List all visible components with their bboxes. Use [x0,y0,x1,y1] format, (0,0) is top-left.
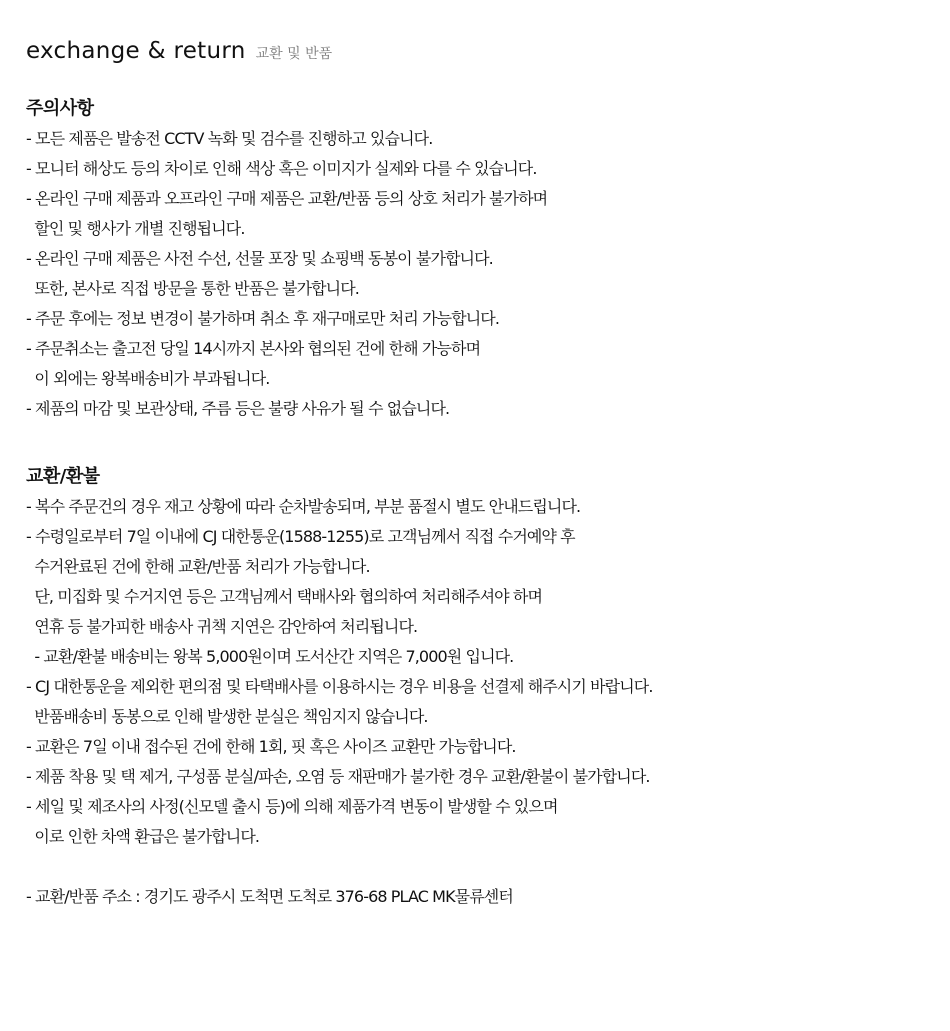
page-subtitle: 교환 및 반품 [255,46,333,62]
page-header [26,38,926,74]
exchange-line: - 교환/환불 배송비는 왕복 5,000원이며 도서산간 지역은 7,000원 입니다. [26,647,514,666]
exchange-list [26,492,926,852]
notice-line: 이 외에는 왕복배송비가 부과됩니다. [26,369,270,388]
notice-line: - 주문 후에는 정보 변경이 불가하며 취소 후 재구매로만 처리 가능합니다. [26,309,500,328]
exchange-line: - CJ 대한통운을 제외한 편의점 및 타택배사를 이용하시는 경우 비용을 선결제 해주시기 바랍니다. [26,677,653,696]
notice-line: - 온라인 구매 제품은 사전 수선, 선물 포장 및 쇼핑백 동봉이 불가합니다. [26,249,493,268]
notice-line: - 모니터 해상도 등의 차이로 인해 색상 혹은 이미지가 실제와 다를 수 있습니다. [26,159,537,178]
notice-line: - 모든 제품은 발송전 CCTV 녹화 및 검수를 진행하고 있습니다. [26,129,433,148]
exchange-line: - 복수 주문건의 경우 재고 상황에 따라 순차발송되며, 부분 품절시 별도 안내드립니다. [26,497,581,516]
return-address: - 교환/반품 주소 : 경기도 광주시 도척면 도척로 376-68 PLAC MK물류센터 [26,887,513,906]
exchange-line: - 세일 및 제조사의 사정(신모델 출시 등)에 의해 제품가격 변동이 발생할 수 있으며 [26,797,558,816]
exchange-line: - 수령일로부터 7일 이내에 CJ 대한통운(1588-1255)로 고객님께서 직접 수거예약 후 [26,527,575,546]
exchange-line: - 제품 착용 및 택 제거, 구성품 분실/파손, 오염 등 재판매가 불가한 경우 교환/환불이 불가합니다. [26,767,650,786]
exchange-line: 수거완료된 건에 한해 교환/반품 처리가 가능합니다. [26,557,370,576]
exchange-line: 반품배송비 동봉으로 인해 발생한 분실은 책임지지 않습니다. [26,707,428,726]
exchange-return-page [26,38,926,912]
exchange-line: 단, 미집화 및 수거지연 등은 고객님께서 택배사와 협의하여 처리해주셔야 하며 [26,587,543,606]
page-title: exchange & return [26,38,246,64]
notice-section-title: 주의사항 [26,98,94,119]
notice-line: - 온라인 구매 제품과 오프라인 구매 제품은 교환/반품 등의 상호 처리가 불가하며 [26,189,548,208]
notice-line: - 주문취소는 출고전 당일 14시까지 본사와 협의된 건에 한해 가능하며 [26,339,481,358]
exchange-section-title: 교환/환불 [26,466,100,487]
notice-line: 할인 및 행사가 개별 진행됩니다. [26,219,245,238]
exchange-line: 연휴 등 불가피한 배송사 귀책 지연은 감안하여 처리됩니다. [26,617,418,636]
notice-list [26,124,926,424]
notice-line: 또한, 본사로 직접 방문을 통한 반품은 불가합니다. [26,279,359,298]
exchange-line: - 교환은 7일 이내 접수된 건에 한해 1회, 핏 혹은 사이즈 교환만 가능합니다. [26,737,516,756]
exchange-line: 이로 인한 차액 환급은 불가합니다. [26,827,260,846]
notice-line: - 제품의 마감 및 보관상태, 주름 등은 불량 사유가 될 수 없습니다. [26,399,450,418]
